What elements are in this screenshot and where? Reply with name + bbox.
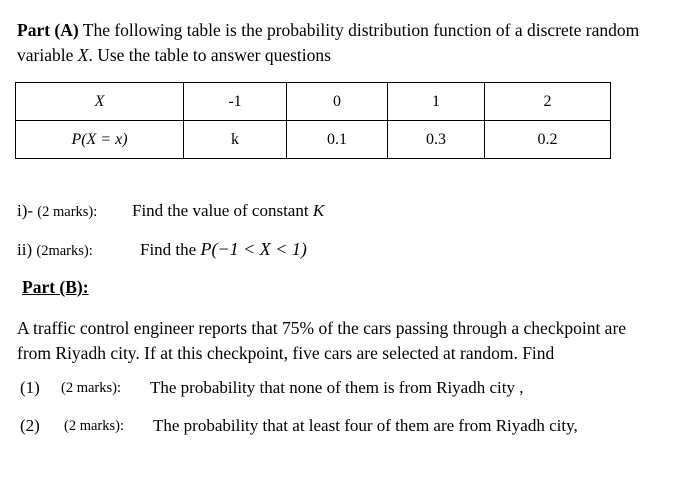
table-cell: 2	[485, 83, 611, 121]
marks-label: (2 marks):	[64, 418, 124, 434]
probability-distribution-table	[15, 82, 611, 159]
question-b-2-label: (2)	[20, 416, 40, 435]
part-b-label: Part (B):	[22, 277, 89, 297]
question-a-2: ii) (2marks):	[17, 240, 93, 259]
part-b-paragraph: A traffic control engineer reports that 75% of the cars passing through a checkpoint are from Riyadh city. If at this checkpoint, five cars are selected at random. Find	[17, 318, 627, 363]
question-b-1-text: The probability that none of them is from Riyadh city ,	[150, 378, 524, 397]
table-cell: 0.1	[287, 121, 388, 159]
table-header-p: P(X = x)	[16, 121, 184, 159]
table-cell: 0	[287, 83, 388, 121]
table-row-p	[16, 121, 611, 159]
table-cell: 1	[388, 83, 485, 121]
part-a-label: Part (A)	[17, 20, 79, 40]
part-a-line-1-text: The following table is the probability distribution function of a discrete random	[78, 20, 640, 40]
part-a-intro	[17, 18, 639, 68]
table-cell: 0.2	[485, 121, 611, 159]
question-b-2-text: The probability that at least four of them are from Riyadh city,	[153, 416, 578, 435]
marks-label: (2 marks):	[37, 204, 98, 220]
part-a-line-1	[17, 18, 639, 43]
marks-label: (2marks):	[36, 243, 93, 259]
question-a-2-text: Find the P(−1 < X < 1)	[140, 239, 307, 259]
marks-label: (2 marks):	[61, 380, 121, 396]
question-a-1-text: Find the value of constant K	[132, 201, 325, 220]
random-variable-x: X	[77, 45, 89, 65]
question-b-1-label: (1)	[20, 378, 40, 397]
table-header-x: X	[16, 83, 184, 121]
table-cell: k	[184, 121, 287, 159]
table-cell: -1	[184, 83, 287, 121]
part-a-line-2: variable X. Use the table to answer questions	[17, 45, 331, 65]
table-cell: 0.3	[388, 121, 485, 159]
probability-expression: P(−1 < X < 1)	[200, 239, 307, 259]
table-row-x	[16, 83, 611, 121]
question-a-1: i)- (2 marks):	[17, 201, 98, 220]
